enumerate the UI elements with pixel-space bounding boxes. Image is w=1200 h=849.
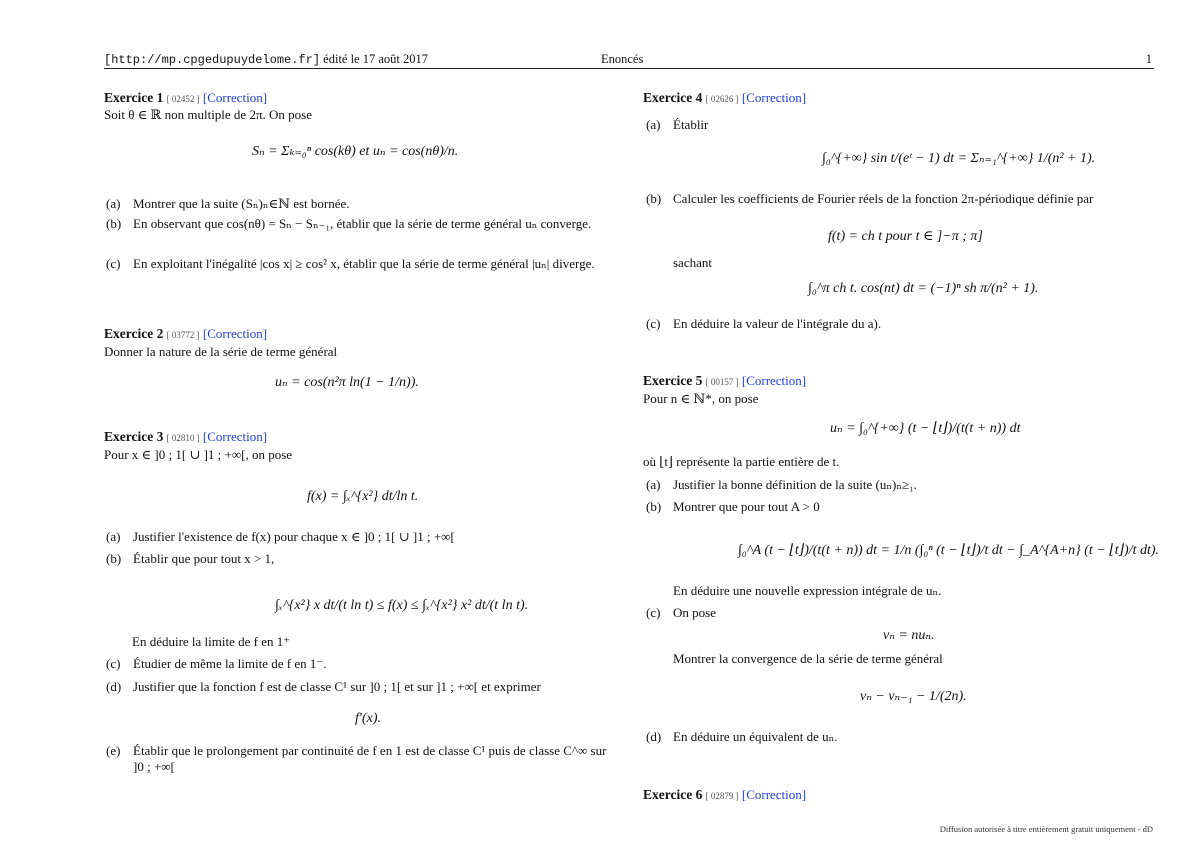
item-label: (c)	[646, 605, 661, 620]
exercise-title: Exercice 2	[104, 326, 164, 341]
exercise-title: Exercice 4	[643, 90, 703, 105]
page-footer: Diffusion autorisée à titre entièrement gratuit uniquement - dD	[939, 824, 1153, 834]
header-edited: édité le 17 août 2017	[320, 52, 429, 66]
item-label: (d)	[646, 729, 662, 744]
equation: ∫₀^{+∞} sin t/(eᵗ − 1) dt = Σₙ₌₁^{+∞} 1/(n² + 1).	[822, 151, 1096, 166]
item-text: Justifier l'existence de f(x) pour chaque x ∈ ]0 ; 1[ ∪ ]1 ; +∞[	[133, 529, 455, 544]
item-label: (b)	[106, 551, 122, 566]
exercise-3-heading	[104, 429, 267, 446]
equation: ∫₀^π ch t. cos(nt) dt = (−1)ⁿ sh π/(n² + 1).	[808, 281, 1039, 296]
item-label: (a)	[106, 529, 121, 544]
item-text: On pose	[673, 605, 716, 620]
equation: f(t) = ch t pour t ∈ ]−π ; π]	[828, 229, 983, 244]
item-text: Établir que pour tout x > 1,	[133, 551, 275, 566]
exercise-code: [ 02452 ]	[166, 94, 200, 104]
item-label: (c)	[646, 316, 661, 331]
equation: ∫ₓ^{x²} x dt/(t ln t) ≤ f(x) ≤ ∫ₓ^{x²} x² dt/(t ln t).	[275, 598, 529, 613]
item-label: (b)	[646, 191, 662, 206]
correction-link[interactable]: [Correction]	[741, 787, 807, 802]
exercise-title: Exercice 1	[104, 90, 164, 105]
equation: ∫₀^A (t − ⌊t⌋)/(t(t + n)) dt = 1/n (∫₀ⁿ (t − ⌊t⌋)/t dt − ∫_A^{A+n} (t − ⌊t⌋)/t dt).	[738, 543, 1160, 558]
exercise-intro: Soit θ ∈ ℝ non multiple de 2π. On pose	[104, 107, 312, 122]
item-text: Étudier de même la limite de f en 1⁻.	[133, 656, 327, 671]
exercise-code: [ 03772 ]	[166, 330, 200, 340]
item-text: Établir	[673, 117, 709, 132]
item-text: En déduire la valeur de l'intégrale du a).	[673, 316, 882, 331]
exercise-1-equation	[252, 143, 458, 161]
item-text: Montrer que la suite (Sₙ)ₙ∈ℕ est bornée.	[133, 196, 350, 211]
exercise-code: [ 02879 ]	[705, 791, 739, 801]
exercise-intro: Pour n ∈ ℕ*, on pose	[643, 391, 759, 406]
equation: Sₙ = Σₖ₌₀ⁿ cos(kθ) et uₙ = cos(nθ)/n.	[252, 144, 459, 159]
equation: uₙ = ∫₀^{+∞} (t − ⌊t⌋)/(t(t + n)) dt	[830, 421, 1021, 436]
item-text: Montrer que pour tout A > 0	[673, 499, 820, 514]
item-label: (a)	[646, 117, 661, 132]
page-number: 1	[1145, 52, 1152, 66]
item-text: Justifier que la fonction f est de classe C¹ sur ]0 ; 1[ et sur ]1 ; +∞[ et exprimer	[133, 679, 541, 694]
item-label: (a)	[646, 477, 661, 492]
exercise-code: [ 02810 ]	[166, 433, 200, 443]
equation: vₙ = nuₙ.	[883, 628, 935, 643]
equation: f(x) = ∫ₓ^{x²} dt/ln t.	[307, 489, 419, 504]
exercise-code: [ 00157 ]	[705, 377, 739, 387]
exercise-1-heading	[104, 90, 267, 107]
correction-link[interactable]: [Correction]	[202, 326, 268, 341]
item-label: (c)	[106, 656, 121, 671]
equation: f′(x).	[355, 711, 381, 726]
item-text: sachant	[673, 255, 712, 270]
exercise-code: [ 02626 ]	[705, 94, 739, 104]
correction-link[interactable]: [Correction]	[741, 90, 807, 105]
item-text: En exploitant l'inégalité |cos x| ≥ cos² x, établir que la série de terme général |uₙ| diverge.	[133, 256, 595, 271]
header-left	[104, 52, 428, 68]
header-url[interactable]: [http://mp.cpgedupuydelome.fr]	[104, 53, 321, 67]
item-label: (c)	[106, 256, 121, 271]
exercise-item	[106, 743, 611, 779]
item-label: (e)	[106, 743, 121, 758]
page-header	[104, 52, 1154, 69]
exercise-item	[106, 256, 611, 290]
exercise-item	[646, 191, 1151, 225]
item-text: Calculer les coefficients de Fourier réels de la fonction 2π-périodique définie par	[673, 191, 1094, 206]
exercise-5-heading	[643, 373, 806, 390]
correction-link[interactable]: [Correction]	[202, 90, 268, 105]
correction-link[interactable]: [Correction]	[202, 429, 268, 444]
exercise-4-heading	[643, 90, 806, 107]
exercise-title: Exercice 6	[643, 787, 703, 802]
exercise-intro: Pour x ∈ ]0 ; 1[ ∪ ]1 ; +∞[, on pose	[104, 447, 293, 462]
item-text: En déduire une nouvelle expression intégrale de uₙ.	[673, 583, 942, 598]
item-label: (a)	[106, 196, 121, 211]
item-text: En déduire un équivalent de uₙ.	[673, 729, 838, 744]
item-text: Justifier la bonne définition de la suite (uₙ)ₙ≥₁.	[673, 477, 917, 492]
exercise-6-heading	[643, 787, 806, 804]
exercise-intro: Donner la nature de la série de terme général	[104, 344, 338, 359]
equation: uₙ = cos(n²π ln(1 − 1/n)).	[275, 375, 419, 390]
header-center: Enoncés	[601, 52, 644, 66]
exercise-text: où ⌊t⌋ représente la partie entière de t.	[643, 454, 840, 469]
exercise-title: Exercice 3	[104, 429, 164, 444]
item-text: Montrer la convergence de la série de terme général	[673, 651, 943, 666]
exercise-2-heading	[104, 326, 267, 343]
item-text: En observant que cos(nθ) = Sₙ − Sₙ₋₁, établir que la série de terme général uₙ converge.	[133, 216, 592, 231]
item-label: (b)	[646, 499, 662, 514]
exercise-item	[106, 216, 611, 250]
exercise-title: Exercice 5	[643, 373, 703, 388]
item-label: (b)	[106, 216, 122, 231]
item-text: Établir que le prolongement par continuité de f en 1 est de classe C¹ puis de classe C^∞ sur ]0 ; +∞[	[133, 743, 607, 775]
equation: vₙ − vₙ₋₁ − 1/(2n).	[860, 689, 967, 704]
item-label: (d)	[106, 679, 122, 694]
item-text: En déduire la limite de f en 1⁺	[132, 634, 291, 649]
correction-link[interactable]: [Correction]	[741, 373, 807, 388]
